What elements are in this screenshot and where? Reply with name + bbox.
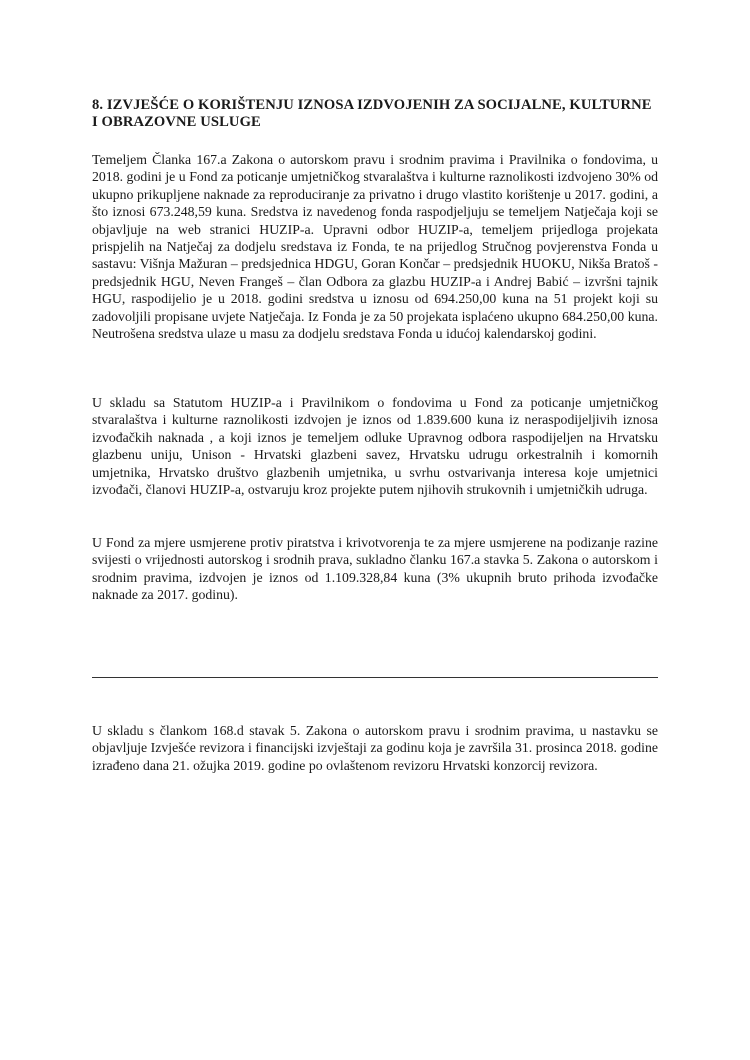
paragraph-fund-allocation: Temeljem Članka 167.a Zakona o autorskom pravu i srodnim pravima i Pravilnika o fondovima, u 2018. godini je u Fond za poticanje umjetničkog stvaralaštva i kulturne raznolikosti izdvojeno 30% od ukupno prikupljene naknade za reproduciranje za privatno i drugo vlastito korištenje u 2017. godini, a što iznosi 673.248,59 kuna. Sredstva iz navedenog fonda raspodjeljuju se temeljem Natječaja koji se objavljuje na web stranici HUZIP-a. Upravni odbor HUZIP-a, temeljem prijedloga projekata prispjelih na Natječaj za dodjelu sredstava iz Fonda, te na prijedlog Stručnog povjerenstva Fonda u sastavu: Višnja Mažuran – predsjednica HDGU, Goran Končar – predsjednik HUOKU, Nikša Bratoš - predsjednik HGU, Neven Frangeš – član Odbora za glazbu HUZIP-a i Andrej Babić – izvršni tajnik HGU, raspodijelio je u 2018. godini sredstva u iznosu od 694.250,00 kuna na 51 projekt koji su zadovoljili propisane uvjete Natječaja. Iz Fonda je za 50 projekata isplaćeno ukupno 684.250,00 kuna. Neutrošena sredstva ulaze u masu za dodjelu sredstava Fonda u idućoj kalendarskoj godini.: [92, 152, 658, 342]
paragraph-anti-piracy-fund: U Fond za mjere usmjerene protiv piratstva i krivotvorenja te za mjere usmjerene na podizanje razine svijesti o vrijednosti autorskog i srodnih prava, sukladno članku 167.a stavka 5. Zakona o autorskom i srodnim pravima, izdvojen je iznos od 1.109.328,84 kuna (3% ukupnih bruto prihoda izvođačke naknade za 2017. godinu).: [92, 535, 658, 603]
paragraph-statute-fund: U skladu sa Statutom HUZIP-a i Pravilnikom o fondovima u Fond za poticanje umjetničkog stvaralaštva i kulturne raznolikosti izdvojen je iznos od 1.839.600 kuna iz neraspodijeljivih iznosa izvođačkih naknada , a koji iznos je temeljem odluke Upravnog odbora raspodijeljen na Hrvatsku glazbenu uniju, Unison - Hrvatski glazbeni savez, Hrvatsku udrugu orkestralnih i komornih umjetnika, Hrvatsko društvo glazbenih umjetnika, u svrhu ostvarivanja interesa koje umjetnici izvođači, članovi HUZIP-a, ostvaruju kroz projekte putem njihovih strukovnih i umjetničkih udruga.: [92, 395, 658, 498]
paragraph-auditor-report: U skladu s člankom 168.d stavak 5. Zakona o autorskom pravu i srodnim pravima, u nastavku se objavljuje Izvješće revizora i financijski izvještaji za godinu koja je završila 31. prosinca 2018. godine izrađeno dana 21. ožujka 2019. godine po ovlaštenom revizoru Hrvatski konzorcij revizora.: [92, 723, 658, 773]
section-heading: 8. IZVJEŠĆE O KORIŠTENJU IZNOSA IZDVOJENIH ZA SOCIJALNE, KULTURNE I OBRAZOVNE USLUGE: [92, 97, 652, 130]
horizontal-divider: [92, 677, 658, 678]
